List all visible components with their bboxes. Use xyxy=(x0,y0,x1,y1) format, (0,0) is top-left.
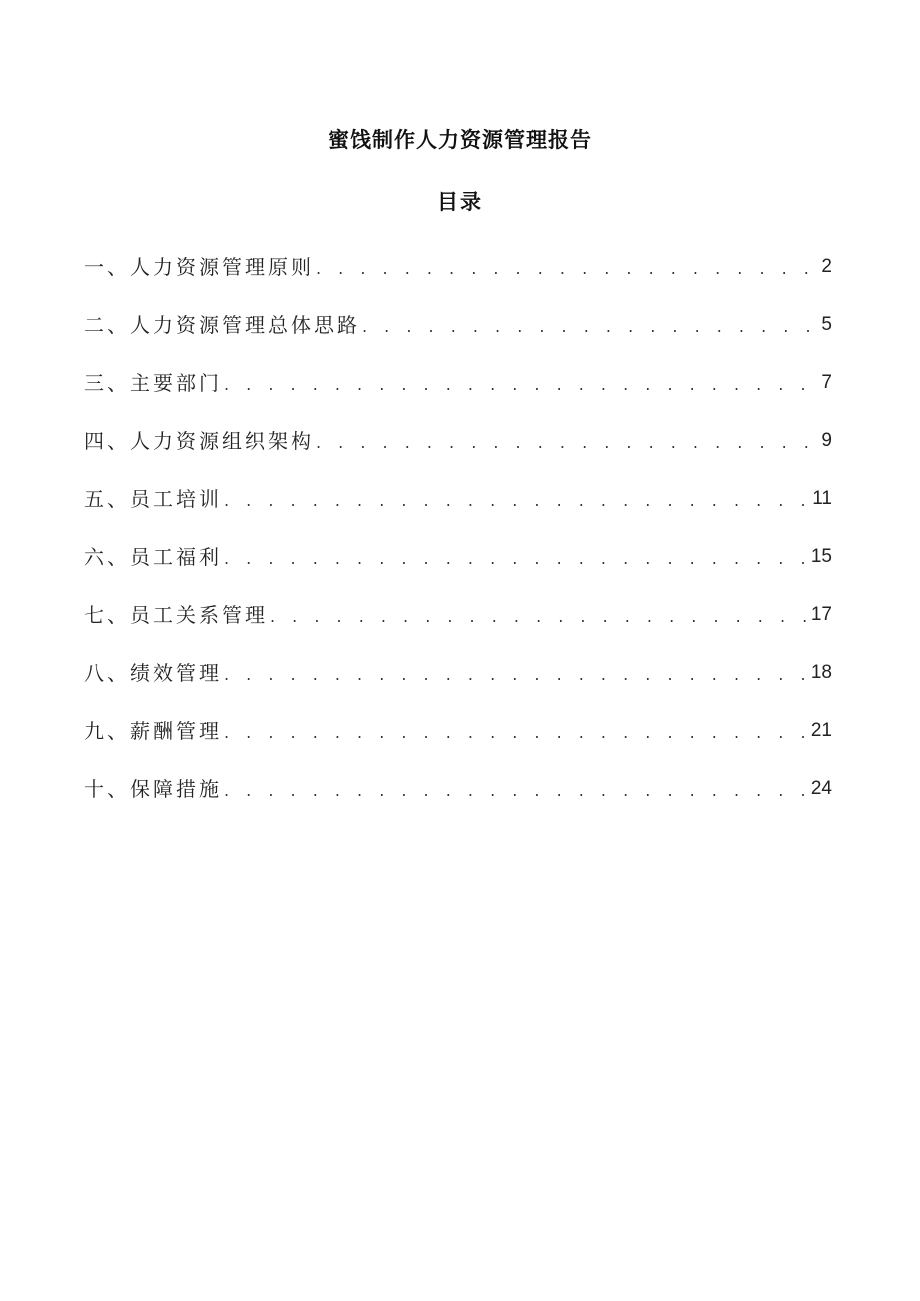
toc-entry-page: 15 xyxy=(810,546,832,567)
toc-entry-label: 一、人力资源管理原则 xyxy=(84,255,314,279)
toc-entry-label: 五、员工培训 xyxy=(84,487,222,511)
toc-entry-7[interactable] xyxy=(84,591,832,649)
toc-dot-leader xyxy=(316,433,817,453)
toc-entry-label: 三、主要部门 xyxy=(84,371,222,395)
toc-entry-page: 18 xyxy=(810,662,832,683)
toc-entry-page: 11 xyxy=(812,488,832,509)
toc-entry-label: 十、保障措施 xyxy=(84,777,222,801)
toc-entry-3[interactable] xyxy=(84,359,832,417)
document-title: 蜜饯制作人力资源管理报告 xyxy=(328,128,592,152)
toc-dot-leader xyxy=(224,375,817,395)
toc-entry-label: 四、人力资源组织架构 xyxy=(84,429,314,453)
toc-entry-page: 9 xyxy=(821,430,832,451)
toc-entry-page: 5 xyxy=(821,314,832,335)
toc-entry-page: 7 xyxy=(821,372,832,393)
toc-entry-label: 二、人力资源管理总体思路 xyxy=(84,313,360,337)
toc-heading: 目录 xyxy=(437,190,483,214)
toc-entry-2[interactable] xyxy=(84,301,832,359)
toc-entry-9[interactable] xyxy=(84,707,832,765)
toc-entry-label: 七、员工关系管理 xyxy=(84,603,268,627)
toc-entry-4[interactable] xyxy=(84,417,832,475)
toc-dot-leader xyxy=(224,723,807,743)
toc-entry-page: 24 xyxy=(810,778,832,799)
toc-dot-leader xyxy=(316,259,817,279)
toc-entry-label: 八、绩效管理 xyxy=(84,661,222,685)
toc-dot-leader xyxy=(224,665,807,685)
toc-entry-6[interactable] xyxy=(84,533,832,591)
toc-entry-8[interactable] xyxy=(84,649,832,707)
toc-entry-10[interactable] xyxy=(84,765,832,823)
toc-entry-1[interactable] xyxy=(84,243,832,301)
toc-dot-leader xyxy=(224,491,808,511)
toc-entry-page: 17 xyxy=(810,604,832,625)
toc-dot-leader xyxy=(224,549,807,569)
toc-entry-label: 九、薪酬管理 xyxy=(84,719,222,743)
toc-entry-label: 六、员工福利 xyxy=(84,545,222,569)
toc-dot-leader xyxy=(270,607,807,627)
toc-entry-page: 21 xyxy=(810,720,832,741)
toc-entry-page: 2 xyxy=(821,256,832,277)
table-of-contents xyxy=(84,243,832,823)
toc-dot-leader xyxy=(224,781,807,801)
toc-entry-5[interactable] xyxy=(84,475,832,533)
toc-dot-leader xyxy=(362,317,817,337)
